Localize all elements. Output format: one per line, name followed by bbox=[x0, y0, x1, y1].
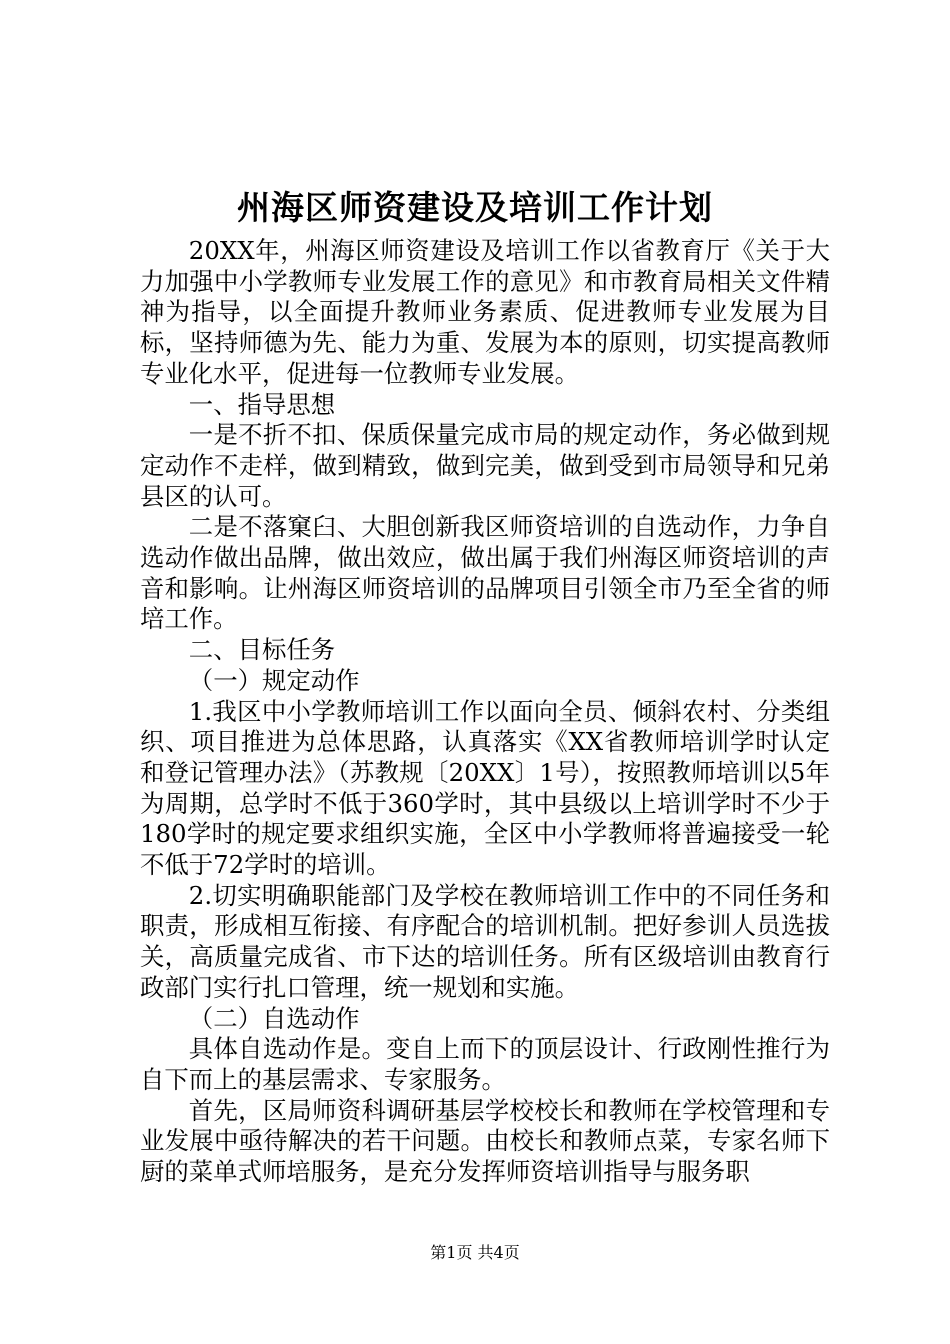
paragraph-optional-actions: 具体自选动作是。变自上而下的顶层设计、行政刚性推行为自下而上的基层需求、专家服务。 bbox=[140, 1034, 830, 1094]
paragraph-item-1: 1.我区中小学教师培训工作以面向全员、倾斜农村、分类组织、项目推进为总体思路，认真落实《XX省教师培训学时认定和登记管理办法》（苏教规〔20XX〕1号），按照教师培训以5年为周期，总学时不低于360学时，其中县级以上培训学时不少于180学时的规定要求组织实施，全区中小学教师将普遍接受一轮不低于72学时的培训。 bbox=[140, 696, 830, 880]
paragraph-item-2: 2.切实明确职能部门及学校在教师培训工作中的不同任务和职责，形成相互衔接、有序配合的培训机制。把好参训人员选拔关，高质量完成省、市下达的培训任务。所有区级培训由教育行政部门实行扎口管理，统一规划和实施。 bbox=[140, 880, 830, 1002]
paragraph-first-point: 一是不折不扣、保质保量完成市局的规定动作，务必做到规定动作不走样，做到精致，做到完美，做到受到市局领导和兄弟县区的认可。 bbox=[140, 420, 830, 511]
subsection-heading-required-actions: （一）规定动作 bbox=[188, 665, 360, 695]
intro-paragraph: 20XX年，州海区师资建设及培训工作以省教育厅《关于大力加强中小学教师专业发展工作的意见》和市教育局相关文件精神为指导，以全面提升教师业务素质、促进教师专业发展为目标，坚持师德为先、能力为重、发展为本的原则，切实提高教师专业化水平，促进每一位教师专业发展。 bbox=[140, 236, 830, 388]
paragraph-first-step: 首先，区局师资科调研基层学校校长和教师在学校管理和专业发展中亟待解决的若干问题。由校长和教师点菜，专家名师下厨的菜单式师培服务，是充分发挥师资培训指导与服务职 bbox=[140, 1095, 830, 1187]
paragraph-second-point: 二是不落窠臼、大胆创新我区师资培训的自选动作，力争自选动作做出品牌，做出效应，做出属于我们州海区师资培训的声音和影响。让州海区师资培训的品牌项目引领全市乃至全省的师培工作。 bbox=[140, 512, 830, 634]
section-heading-guiding-thought: 一、指导思想 bbox=[188, 389, 336, 419]
section-heading-goals: 二、目标任务 bbox=[188, 635, 336, 665]
page-footer: 第1页 共4页 bbox=[430, 1243, 520, 1262]
document-body bbox=[140, 236, 830, 1188]
document-title: 州海区师资建设及培训工作计划 bbox=[237, 188, 713, 227]
subsection-heading-optional-actions: （二）自选动作 bbox=[188, 1003, 360, 1033]
